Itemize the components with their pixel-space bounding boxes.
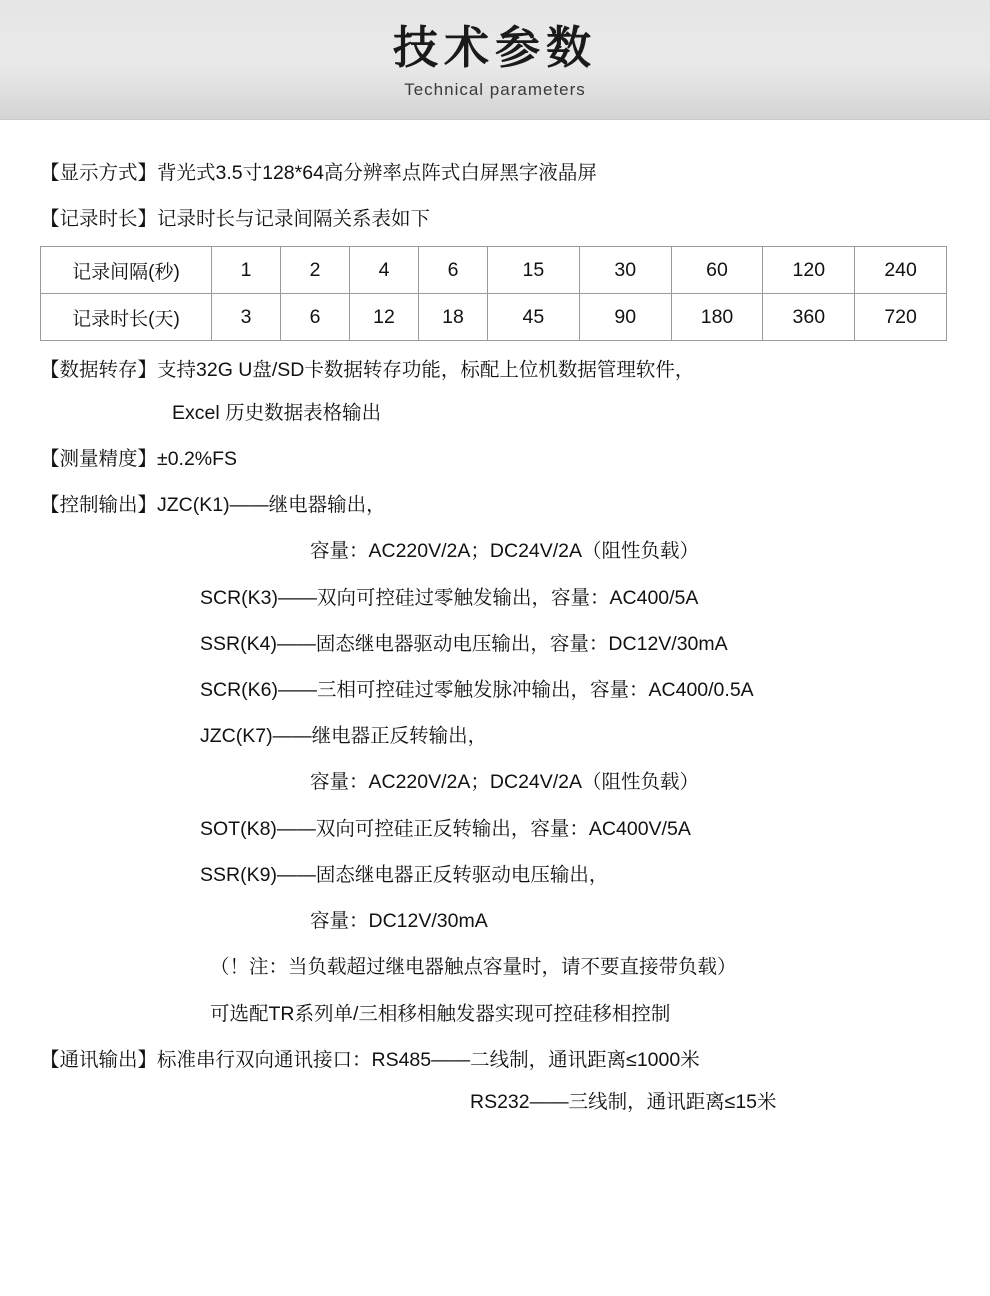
table-cell: 2 <box>281 247 350 294</box>
spec-control-output-note: （！注：当负载超过继电器触点容量时，请不要直接带负载） <box>210 956 737 979</box>
spec-control-output-k9: SSR(K9)——固态继电器正反转驱动电压输出， <box>200 863 609 886</box>
spec-control-output-k9-capacity: 容量：DC12V/30mA <box>310 910 488 933</box>
table-cell: 60 <box>671 247 763 294</box>
spec-control-output-head: 【控制输出】JZC(K1)——继电器输出， <box>40 494 386 517</box>
table-cell: 90 <box>579 294 671 341</box>
page-title: 技术参数 <box>392 22 597 74</box>
spec-control-output-k8: SOT(K8)——双向可控硅正反转输出，容量：AC400V/5A <box>200 817 691 840</box>
spec-control-output-k3: SCR(K3)——双向可控硅过零触发输出，容量：AC400/5A <box>200 586 699 609</box>
record-interval-table <box>40 246 947 341</box>
table-cell: 240 <box>855 247 947 294</box>
table-cell: 120 <box>763 247 855 294</box>
spec-record-duration: 【记录时长】记录时长与记录间隔关系表如下 <box>40 208 431 231</box>
spec-data-storage-2: Excel 历史数据表格输出 <box>172 401 382 424</box>
spec-communication-2: RS232——三线制，通讯距离≤15米 <box>470 1090 777 1113</box>
spec-control-output-k7: JZC(K7)——继电器正反转输出， <box>200 725 488 748</box>
table-cell: 15 <box>488 247 580 294</box>
table-cell: 180 <box>671 294 763 341</box>
page-banner <box>0 0 990 120</box>
table-cell: 4 <box>350 247 419 294</box>
spec-control-output-optional: 可选配TR系列单/三相移相触发器实现可控硅移相控制 <box>210 1002 671 1025</box>
table-cell: 30 <box>579 247 671 294</box>
table-cell: 12 <box>350 294 419 341</box>
table-cell: 6 <box>281 294 350 341</box>
page-subtitle: Technical parameters <box>404 79 586 99</box>
spec-communication-1: 【通讯输出】标准串行双向通讯接口：RS485——二线制，通讯距离≤1000米 <box>40 1048 700 1071</box>
table-cell: 6 <box>419 247 488 294</box>
spec-data-storage-1: 【数据转存】支持32G U盘/SD卡数据转存功能，标配上位机数据管理软件， <box>40 359 695 382</box>
spec-content <box>0 120 990 1117</box>
table-row-header-duration: 记录时长(天) <box>41 294 212 341</box>
table-row <box>41 294 947 341</box>
spec-control-output-k1-capacity: 容量：AC220V/2A；DC24V/2A（阻性负载） <box>310 540 700 563</box>
spec-accuracy: 【测量精度】±0.2%FS <box>40 447 238 470</box>
table-row-header-interval: 记录间隔(秒) <box>41 247 212 294</box>
spec-display-mode: 【显示方式】背光式3.5寸128*64高分辨率点阵式白屏黑字液晶屏 <box>40 162 597 184</box>
table-cell: 360 <box>763 294 855 341</box>
table-cell: 18 <box>419 294 488 341</box>
spec-control-output-k7-capacity: 容量：AC220V/2A；DC24V/2A（阻性负载） <box>310 771 700 794</box>
table-cell: 720 <box>855 294 947 341</box>
spec-control-output-k4: SSR(K4)——固态继电器驱动电压输出，容量：DC12V/30mA <box>200 632 728 655</box>
table-cell: 3 <box>212 294 281 341</box>
spec-control-output-k6: SCR(K6)——三相可控硅过零触发脉冲输出，容量：AC400/0.5A <box>200 678 754 701</box>
table-cell: 1 <box>212 247 281 294</box>
table-row <box>41 247 947 294</box>
table-cell: 45 <box>488 294 580 341</box>
